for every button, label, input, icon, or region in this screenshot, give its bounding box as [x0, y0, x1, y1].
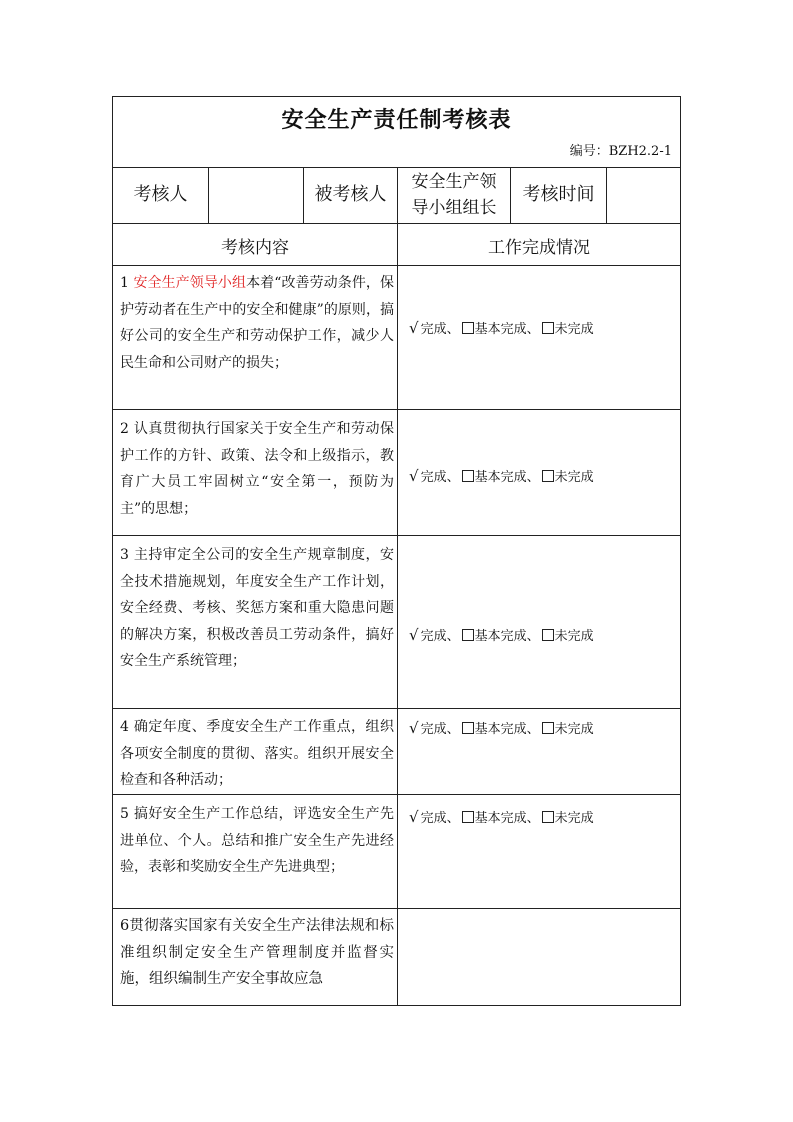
assessor-label: 考核人: [133, 184, 188, 205]
checkbox-basic[interactable]: [462, 470, 474, 482]
item-content-3: 3 主持审定全公司的安全生产规章制度，安全技术措施规划，年度安全生产工作计划，安全经费、考核、奖惩方案和重大隐患问题的解决方案，积极改善员工劳动条件，搞好安全生产系统管理；: [120, 547, 395, 669]
status-options-1: √ 完成、 基本完成、 未完成: [409, 318, 594, 337]
assessor-value[interactable]: [209, 167, 303, 223]
checkbox-basic[interactable]: [462, 322, 474, 334]
status-options-2: √ 完成、 基本完成、 未完成: [409, 466, 594, 485]
assessment-time-label: 考核时间: [522, 184, 595, 205]
item-content-1: 1 安全生产领导小组本着“改善劳动条件，保护劳动者在生产中的安全和健康”的原则，搞好公司的安全生产和劳动保护工作，减少人民生命和公司财产的损失；: [120, 275, 394, 371]
assessee-value: 安全生产领导小组组长: [411, 172, 497, 218]
checkbox-undone[interactable]: [542, 629, 554, 641]
document-number: 编号：BZH2.2-1: [569, 144, 672, 159]
checkbox-basic[interactable]: [462, 629, 474, 641]
item-content-5: 5 搞好安全生产工作总结，评选安全生产先进单位、个人。总结和推广安全生产先进经验，表彰和奖励安全生产先进典型；: [120, 806, 395, 875]
column-header-status: 工作完成情况: [488, 238, 590, 258]
checkbox-undone[interactable]: [542, 811, 554, 823]
assessment-time-value[interactable]: [607, 167, 680, 223]
column-header-content: 考核内容: [221, 238, 289, 258]
status-options-4: √ 完成、 基本完成、 未完成: [409, 718, 594, 737]
assessee-label: 被考核人: [314, 184, 387, 205]
form-title: 安全生产责任制考核表: [281, 108, 512, 133]
check-mark-icon[interactable]: √: [409, 318, 419, 337]
checkbox-undone[interactable]: [542, 322, 554, 334]
checkbox-basic[interactable]: [462, 722, 474, 734]
status-options-5: √ 完成、 基本完成、 未完成: [409, 807, 594, 826]
check-mark-icon[interactable]: √: [409, 625, 419, 644]
item-content-6: 6贯彻落实国家有关安全生产法律法规和标准组织制定安全生产管理制度并监督实施，组织编制生产安全事故应急: [120, 918, 394, 987]
checkbox-basic[interactable]: [462, 811, 474, 823]
check-mark-icon[interactable]: √: [409, 718, 419, 737]
check-mark-icon[interactable]: √: [409, 807, 419, 826]
status-options-3: √ 完成、 基本完成、 未完成: [409, 625, 594, 644]
check-mark-icon[interactable]: √: [409, 466, 419, 485]
item-content-4: 4 确定年度、季度安全生产工作重点，组织各项安全制度的贯彻、落实。组织开展安全检查和各种活动；: [120, 719, 395, 788]
checkbox-undone[interactable]: [542, 722, 554, 734]
highlight-text: 安全生产领导小组: [133, 275, 247, 291]
assessment-form: [112, 96, 681, 1006]
checkbox-undone[interactable]: [542, 470, 554, 482]
rule: [397, 167, 398, 1006]
item-content-2: 2 认真贯彻执行国家关于安全生产和劳动保护工作的方针、政策、法令和上级指示，教育广大员工牢固树立“安全第一，预防为主”的思想；: [120, 421, 395, 517]
